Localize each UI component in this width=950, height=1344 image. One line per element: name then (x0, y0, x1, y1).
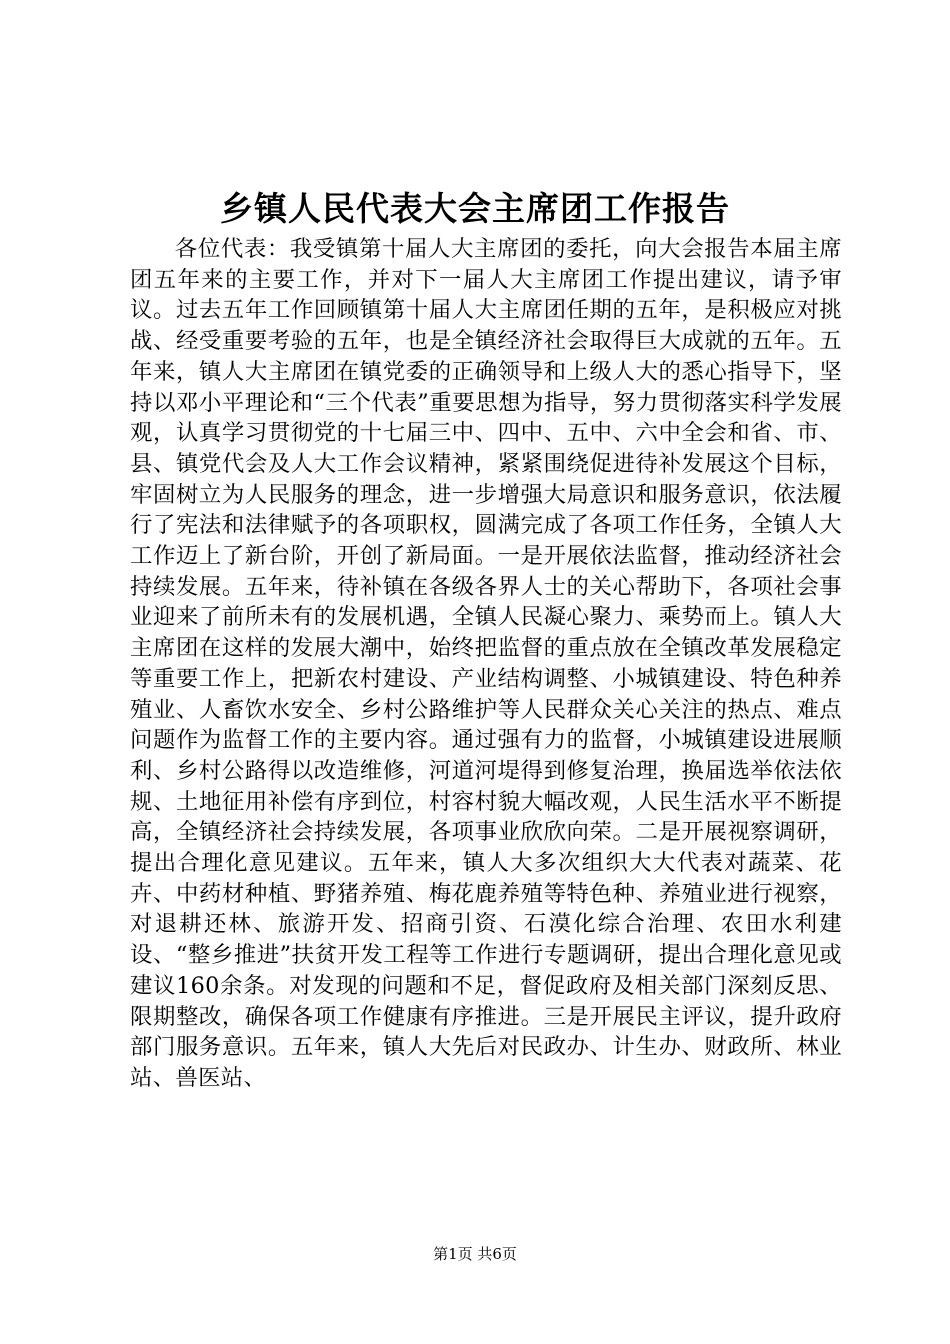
document-body-paragraph: 各位代表：我受镇第十届人大主席团的委托，向大会报告本届主席团五年来的主要工作，并对下一届人大主席团工作提出建议，请予审议。过去五年工作回顾镇第十届人大主席团任期的五年，是积极应对挑战、经受重要考验的五年，也是全镇经济社会取得巨大成就的五年。五年来，镇人大主席团在镇党委的正确领导和上级人大的悉心指导下，坚持以邓小平理论和“三个代表”重要思想为指导，努力贯彻落实科学发展观，认真学习贯彻党的十七届三中、四中、五中、六中全会和省、市、县、镇党代会及人大工作会议精神，紧紧围绕促进待补发展这个目标，牢固树立为人民服务的理念，进一步增强大局意识和服务意识，依法履行了宪法和法律赋予的各项职权，圆满完成了各项工作任务，全镇人大工作迈上了新台阶，开创了新局面。一是开展依法监督，推动经济社会持续发展。五年来，待补镇在各级各界人士的关心帮助下，各项社会事业迎来了前所未有的发展机遇，全镇人民凝心聚力、乘势而上。镇人大主席团在这样的发展大潮中，始终把监督的重点放在全镇改革发展稳定等重要工作上，把新农村建设、产业结构调整、小城镇建设、特色种养殖业、人畜饮水安全、乡村公路维护等人民群众关心关注的热点、难点问题作为监督工作的主要内容。通过强有力的监督，小城镇建设进展顺利、乡村公路得以改造维修，河道河堤得到修复治理，换届选举依法依规、土地征用补偿有序到位，村容村貌大幅改观，人民生活水平不断提高，全镇经济社会持续发展，各项事业欣欣向荣。二是开展视察调研，提出合理化意见建议。五年来，镇人大多次组织大大代表对蔬菜、花卉、中药材种植、野猪养殖、梅花鹿养殖等特色种、养殖业进行视察，对退耕还林、旅游开发、招商引资、石漠化综合治理、农田水利建设、“整乡推进”扶贫开发工程等工作进行专题调研，提出合理化意见或建议160余条。对发现的问题和不足，督促政府及相关部门深刻反思、限期整改，确保各项工作健康有序推进。三是开展民主评议，提升政府部门服务意识。五年来，镇人大先后对民政办、计生办、财政所、林业站、兽医站、 (130, 236, 842, 1091)
document-title: 乡镇人民代表大会主席团工作报告 (220, 189, 730, 228)
page-number-footer: 第1页 共6页 (433, 1245, 517, 1263)
